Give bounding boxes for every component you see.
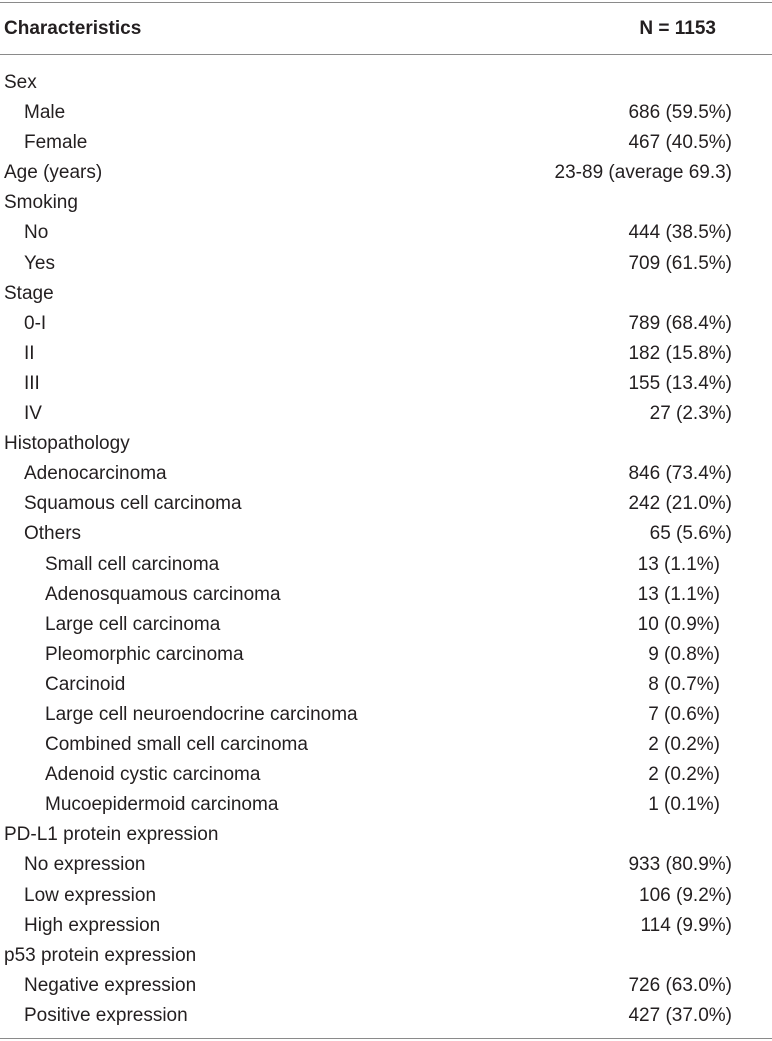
table-row <box>0 820 772 850</box>
row-value: 155 (13.4%) <box>628 372 732 394</box>
row-value: 726 (63.0%) <box>628 974 732 996</box>
table-row <box>0 760 772 790</box>
row-value: 444 (38.5%) <box>628 222 732 244</box>
table-row <box>0 550 772 580</box>
row-label: III <box>24 372 40 394</box>
row-value: 8 (0.7%) <box>648 673 720 695</box>
table-row <box>0 249 772 279</box>
row-label: Pleomorphic carcinoma <box>45 643 244 665</box>
row-label: Negative expression <box>24 974 197 996</box>
table-row <box>0 429 772 459</box>
table-row <box>0 399 772 429</box>
table-row <box>0 279 772 309</box>
row-value: 9 (0.8%) <box>648 643 720 665</box>
row-value: 13 (1.1%) <box>637 553 720 575</box>
row-label: p53 protein expression <box>4 944 197 966</box>
table-row <box>0 911 772 941</box>
table-row <box>0 580 772 610</box>
row-value: 467 (40.5%) <box>628 132 732 154</box>
table-row <box>0 971 772 1001</box>
table-body <box>0 68 772 1031</box>
table-row <box>0 218 772 248</box>
row-value: 846 (73.4%) <box>628 463 732 485</box>
row-value: 182 (15.8%) <box>628 342 732 364</box>
row-label: Adenosquamous carcinoma <box>45 583 281 605</box>
row-label: No <box>24 222 49 244</box>
row-value: 27 (2.3%) <box>649 403 732 425</box>
header-n-count: N = 1153 <box>639 18 716 39</box>
table-row <box>0 670 772 700</box>
table-row <box>0 309 772 339</box>
row-label: Low expression <box>24 884 157 906</box>
row-label: IV <box>24 403 42 425</box>
row-label: Age (years) <box>4 162 103 184</box>
table-row <box>0 188 772 218</box>
row-label: Small cell carcinoma <box>45 553 220 575</box>
row-value: 427 (37.0%) <box>628 1004 732 1026</box>
table-row <box>0 98 772 128</box>
table-row <box>0 790 772 820</box>
row-value: 242 (21.0%) <box>628 493 732 515</box>
table-row <box>0 519 772 549</box>
table-row <box>0 1001 772 1031</box>
row-label: High expression <box>24 914 161 936</box>
row-label: No expression <box>24 854 146 876</box>
row-label: PD-L1 protein expression <box>4 824 219 846</box>
row-value: 709 (61.5%) <box>628 252 732 274</box>
row-label: Histopathology <box>4 433 130 455</box>
header-rule <box>0 54 772 55</box>
table-row <box>0 730 772 760</box>
row-value: 7 (0.6%) <box>648 703 720 725</box>
row-label: II <box>24 342 35 364</box>
table-row <box>0 158 772 188</box>
row-label: Combined small cell carcinoma <box>45 734 308 756</box>
table-row <box>0 489 772 519</box>
row-label: Smoking <box>4 192 78 214</box>
table-row <box>0 339 772 369</box>
row-label: Adenocarcinoma <box>24 463 167 485</box>
row-label: Large cell carcinoma <box>45 613 221 635</box>
table-row <box>0 68 772 98</box>
row-label: Others <box>24 523 82 545</box>
bottom-rule <box>0 1038 772 1039</box>
row-label: Large cell neuroendocrine carcinoma <box>45 703 358 725</box>
table-row <box>0 128 772 158</box>
row-value: 23-89 (average 69.3) <box>554 162 732 184</box>
table-row <box>0 369 772 399</box>
row-label: Positive expression <box>24 1004 188 1026</box>
row-value: 13 (1.1%) <box>637 583 720 605</box>
header-characteristics: Characteristics <box>4 18 142 39</box>
row-label: Carcinoid <box>45 673 126 695</box>
row-label: Female <box>24 132 88 154</box>
row-label: Mucoepidermoid carcinoma <box>45 794 279 816</box>
row-value: 2 (0.2%) <box>648 734 720 756</box>
row-value: 106 (9.2%) <box>639 884 732 906</box>
row-value: 2 (0.2%) <box>648 764 720 786</box>
table-row <box>0 941 772 971</box>
row-value: 789 (68.4%) <box>628 312 732 334</box>
row-label: Male <box>24 102 66 124</box>
table-row <box>0 640 772 670</box>
row-label: 0-I <box>24 312 47 334</box>
table-row <box>0 459 772 489</box>
table-row <box>0 850 772 880</box>
row-value: 686 (59.5%) <box>628 102 732 124</box>
table-row <box>0 700 772 730</box>
table-row <box>0 881 772 911</box>
row-label: Adenoid cystic carcinoma <box>45 764 261 786</box>
row-value: 114 (9.9%) <box>640 914 732 936</box>
row-value: 933 (80.9%) <box>628 854 732 876</box>
row-value: 1 (0.1%) <box>648 794 720 816</box>
row-label: Stage <box>4 282 54 304</box>
table-row <box>0 610 772 640</box>
row-value: 10 (0.9%) <box>637 613 720 635</box>
row-label: Sex <box>4 72 37 93</box>
row-value: 65 (5.6%) <box>649 523 732 545</box>
table-header <box>0 3 772 54</box>
row-label: Yes <box>24 252 55 274</box>
row-label: Squamous cell carcinoma <box>24 493 242 515</box>
